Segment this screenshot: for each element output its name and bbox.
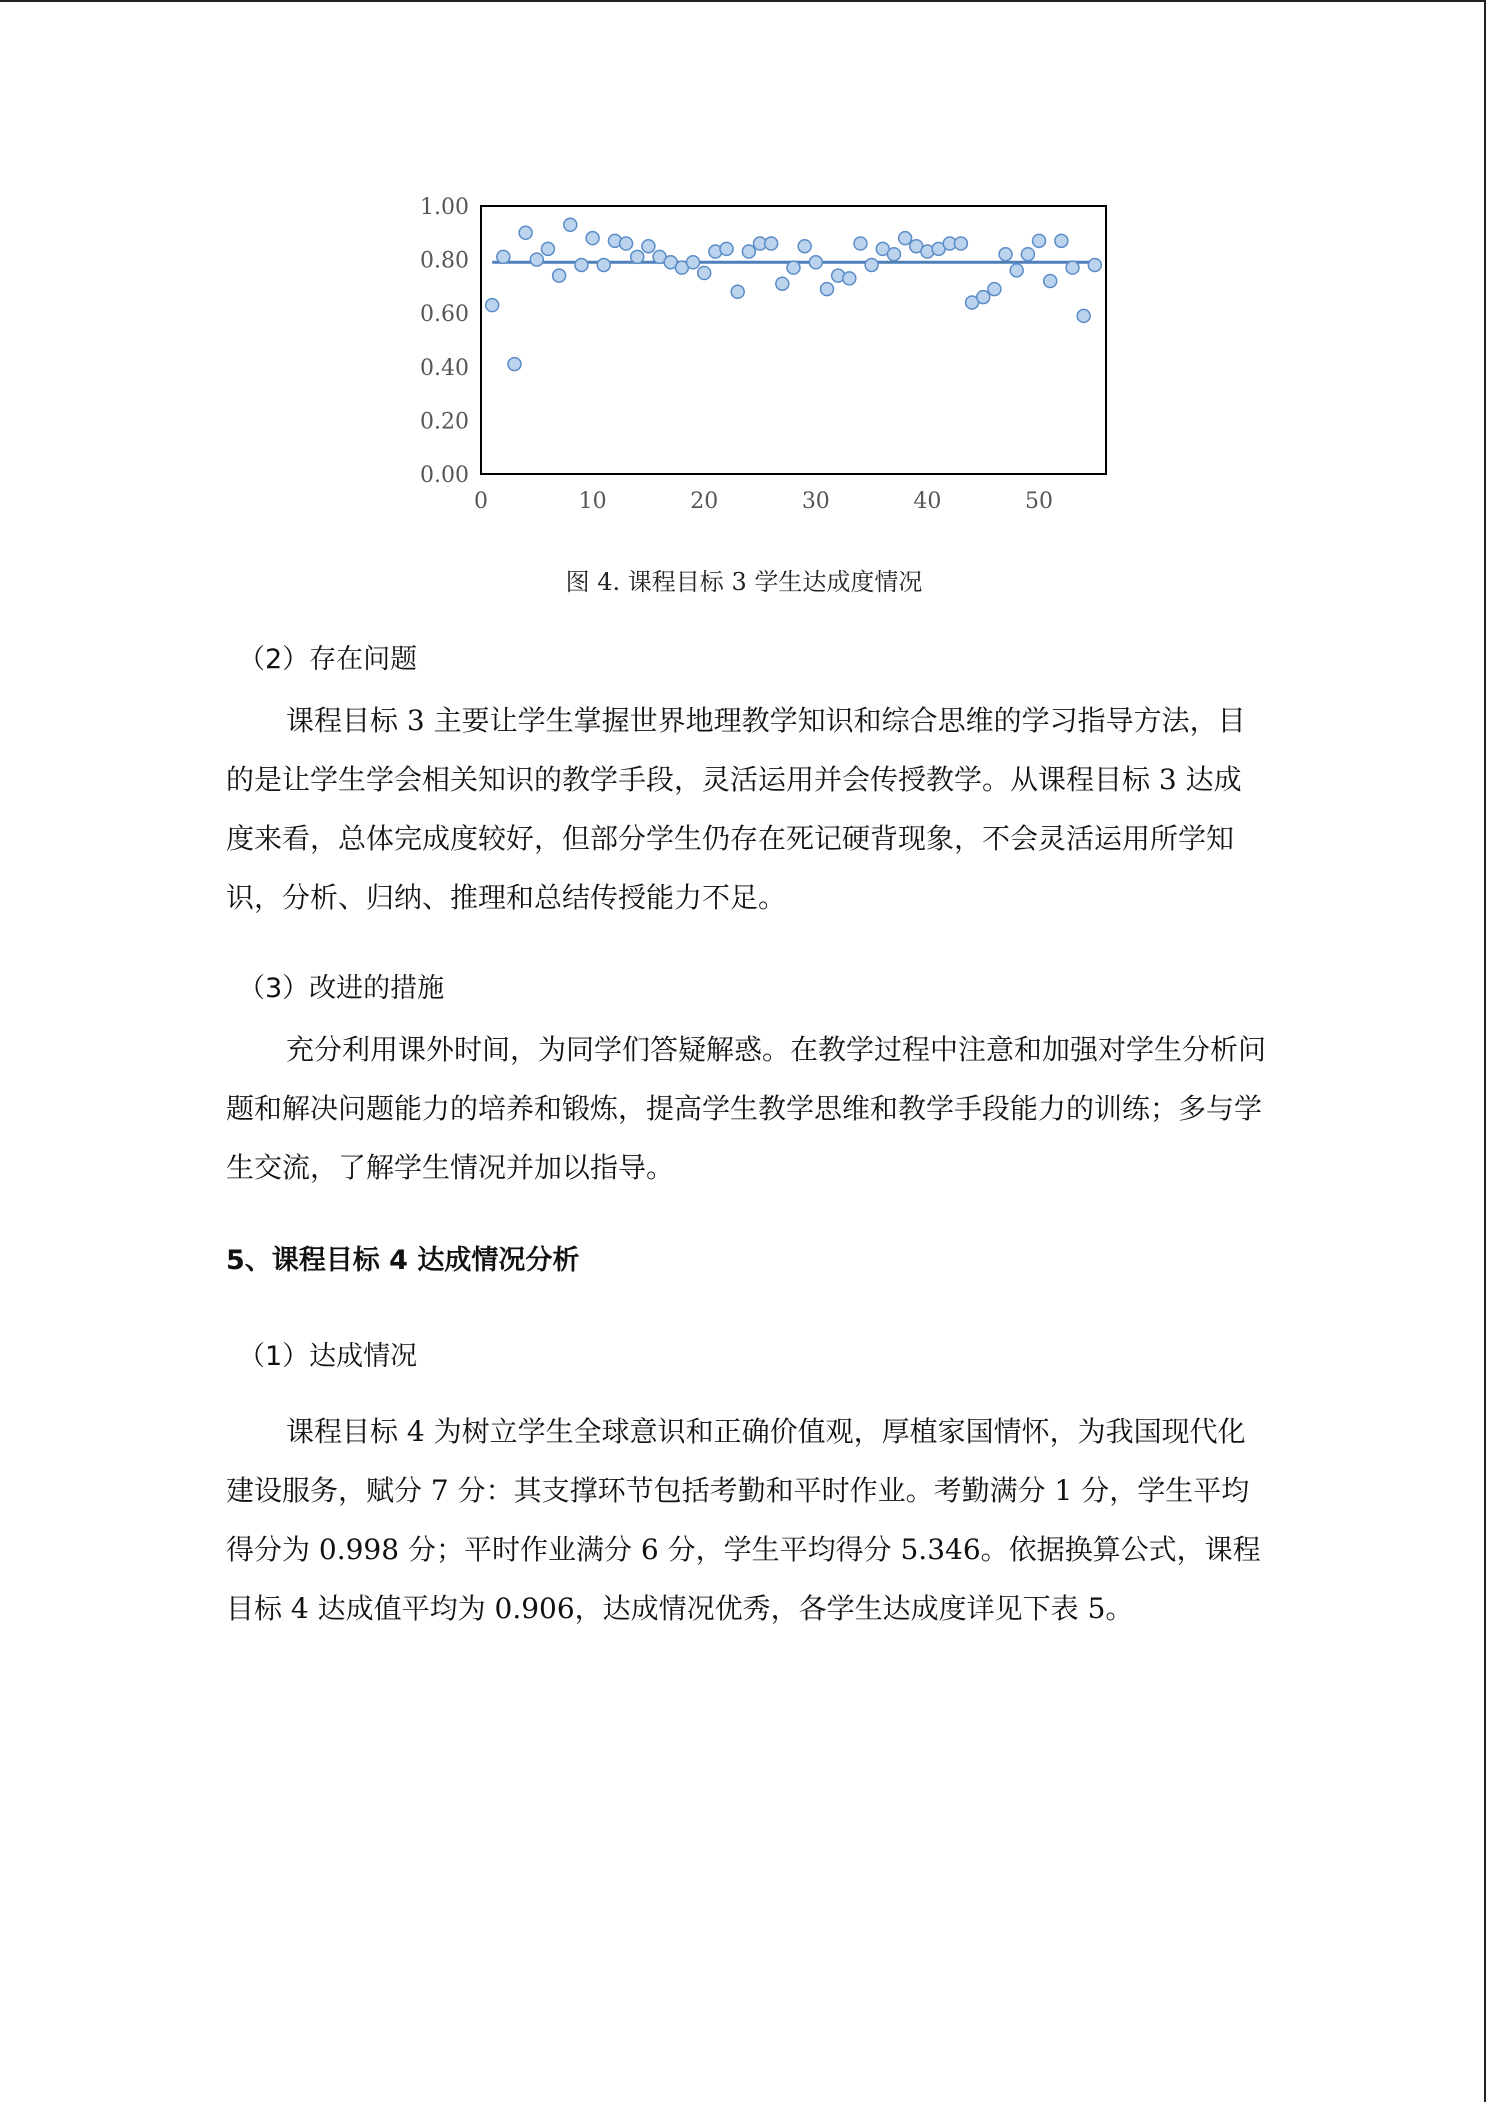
data-point (642, 240, 655, 253)
data-point (854, 237, 867, 250)
data-point (497, 250, 510, 263)
data-point (508, 358, 521, 371)
data-point (519, 226, 532, 239)
x-tick-label: 0 (474, 489, 488, 514)
data-point (620, 237, 633, 250)
scatter-chart (400, 185, 1140, 525)
data-point (999, 248, 1012, 261)
data-point (631, 250, 644, 263)
section-title-objective-4: 5、课程目标 4 达成情况分析 (226, 1245, 580, 1276)
y-tick-label: 0.60 (420, 302, 469, 328)
plot-area-frame (481, 206, 1106, 474)
data-point (787, 261, 800, 274)
x-tick-label: 50 (1025, 489, 1054, 514)
data-point (541, 242, 554, 255)
data-point (887, 248, 900, 261)
data-point (1077, 309, 1090, 322)
data-point (1066, 261, 1079, 274)
data-point (865, 258, 878, 271)
data-point (765, 237, 778, 250)
paragraph-problems: 课程目标 3 主要让学生掌握世界地理教学知识和综合思维的学习指导方法，目的是让学生学会相关知识的教学手段，灵活运用并会传授教学。从课程目标 3 达成度来看，总体完成度较好，但部分学生仍存在死记硬背现象，不会灵活运用所学知识，分析、归纳、推理和总结传授能力不足。 (226, 704, 1246, 914)
data-point (776, 277, 789, 290)
data-point (1033, 234, 1046, 247)
data-point (597, 258, 610, 271)
data-point (530, 253, 543, 266)
section-heading-problems: （2）存在问题 (238, 644, 418, 675)
y-tick-label: 1.00 (420, 195, 469, 220)
data-point (720, 242, 733, 255)
data-point (1010, 264, 1023, 277)
data-point (486, 299, 499, 312)
data-point (564, 218, 577, 231)
data-point (809, 256, 822, 269)
paragraph-achievement: 课程目标 4 为树立学生全球意识和正确价值观，厚植家国情怀，为我国现代化建设服务，赋分 7 分：其支撑环节包括考勤和平时作业。考勤满分 1 分，学生平均得分为 0.998 分；平时作业满分 6 分，学生平均得分 5.346。依据换算公式，课程目标 4 达成值平均为 0.906，达成情况优秀，各学生达成度详见下表 5。 (226, 1415, 1261, 1625)
data-point (687, 256, 700, 269)
data-point (1055, 234, 1068, 247)
data-point (575, 258, 588, 271)
data-point (977, 291, 990, 304)
data-point (731, 285, 744, 298)
data-point (820, 283, 833, 296)
x-tick-label: 30 (801, 489, 830, 514)
data-point (988, 283, 1001, 296)
x-tick-label: 40 (913, 489, 942, 514)
x-tick-label: 20 (690, 489, 719, 514)
y-tick-label: 0.20 (420, 409, 469, 435)
data-point (798, 240, 811, 253)
data-point (1088, 258, 1101, 271)
data-point (553, 269, 566, 282)
data-point (954, 237, 967, 250)
y-tick-label: 0.40 (420, 355, 469, 381)
x-tick-label: 10 (578, 489, 607, 514)
data-point (742, 245, 755, 258)
data-point (843, 272, 856, 285)
section-heading-achievement: （1）达成情况 (238, 1341, 418, 1372)
data-point (1044, 275, 1057, 288)
figure-caption: 图 4. 课程目标 3 学生达成度情况 (565, 568, 923, 596)
data-point (698, 267, 711, 280)
data-point (586, 232, 599, 245)
paragraph-improvements: 充分利用课外时间，为同学们答疑解惑。在教学过程中注意和加强对学生分析问题和解决问题能力的培养和锻炼，提高学生教学思维和教学手段能力的训练；多与学生交流，了解学生情况并加以指导。 (226, 1033, 1267, 1184)
data-point (899, 232, 912, 245)
y-tick-label: 0.00 (420, 463, 469, 488)
y-tick-label: 0.80 (420, 248, 469, 274)
data-point (1021, 248, 1034, 261)
section-heading-improvements: （3）改进的措施 (238, 973, 445, 1004)
